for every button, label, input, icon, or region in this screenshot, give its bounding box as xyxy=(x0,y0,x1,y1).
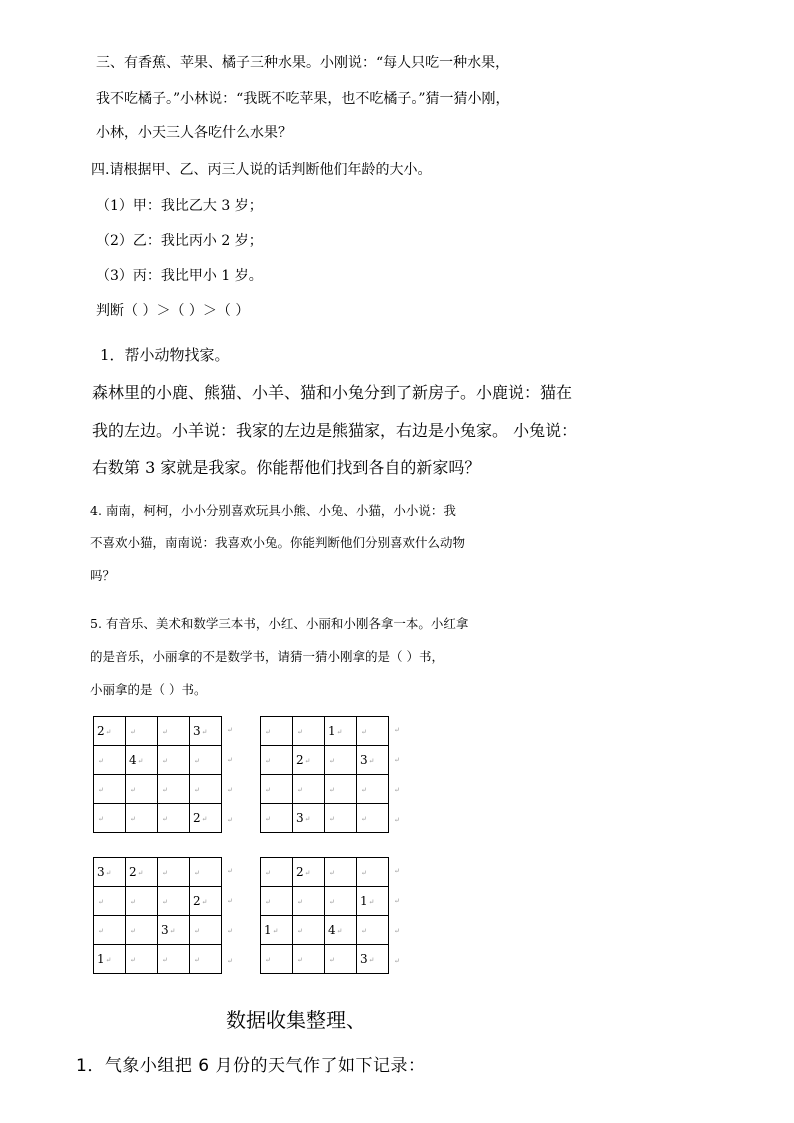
grid-cell xyxy=(190,717,222,746)
paragraph-mark-icon: ↵ xyxy=(194,955,200,964)
grid-cell-value: 1 xyxy=(264,923,272,937)
paragraph-mark-icon: ↵ xyxy=(137,756,144,765)
grid-cell xyxy=(126,775,158,804)
grid-cell xyxy=(261,717,293,746)
grid-cell xyxy=(293,804,325,833)
grid-row xyxy=(261,916,389,945)
q5-line1: 5. 有音乐、美术和数学三本书，小红、小丽和小刚各拿一本。小红拿 xyxy=(90,616,469,631)
paragraph-mark-icon: ↵ xyxy=(329,814,335,823)
row-end-mark-icon: ↵ xyxy=(227,867,233,875)
grid-cell xyxy=(126,804,158,833)
grid-row xyxy=(261,887,389,916)
row-end-mark-icon: ↵ xyxy=(394,756,400,764)
q4-line1: 4. 南南，柯柯，小小分别喜欢玩具小熊、小兔、小猫，小小说：我 xyxy=(90,503,456,518)
p4-line5: 判断（ ）＞（ ）＞（ ） xyxy=(96,303,250,319)
grid-cell xyxy=(261,858,293,887)
row-end-mark-icon: ↵ xyxy=(227,897,233,905)
grid-cell xyxy=(325,746,357,775)
paragraph-mark-icon: ↵ xyxy=(105,868,112,877)
sudoku-grid-4 xyxy=(260,857,389,974)
grid-cell-value: 3 xyxy=(360,952,368,966)
row-end-mark-icon: ↵ xyxy=(394,816,400,824)
grid-cell-value: 2 xyxy=(97,724,105,738)
grid-cell xyxy=(190,746,222,775)
grid-cell xyxy=(94,945,126,974)
grid-row xyxy=(94,945,222,974)
sudoku-grid-3 xyxy=(93,857,222,974)
animals-line4: 右数第 3 家就是我家。你能帮他们找到各自的新家吗？ xyxy=(92,458,481,477)
grid-cell xyxy=(261,887,293,916)
paragraph-mark-icon: ↵ xyxy=(329,785,335,794)
grid-row xyxy=(94,858,222,887)
paragraph-mark-icon: ↵ xyxy=(98,926,104,935)
grid-cell xyxy=(126,945,158,974)
grid-cell xyxy=(293,717,325,746)
row-end-mark-icon: ↵ xyxy=(394,897,400,905)
grid-cell xyxy=(158,887,190,916)
section-title: 数据收集整理、 xyxy=(226,1008,366,1032)
paragraph-mark-icon: ↵ xyxy=(361,814,367,823)
grid-cell xyxy=(357,804,389,833)
animals-line1: 1．帮小动物找家。 xyxy=(100,346,230,364)
paragraph-mark-icon: ↵ xyxy=(361,868,367,877)
grid-row xyxy=(261,945,389,974)
paragraph-mark-icon: ↵ xyxy=(368,756,375,765)
paragraph-mark-icon: ↵ xyxy=(194,785,200,794)
grid-cell xyxy=(190,775,222,804)
paragraph-mark-icon: ↵ xyxy=(98,756,104,765)
paragraph-mark-icon: ↵ xyxy=(105,955,112,964)
paragraph-mark-icon: ↵ xyxy=(194,926,200,935)
paragraph-mark-icon: ↵ xyxy=(304,868,311,877)
paragraph-mark-icon: ↵ xyxy=(137,868,144,877)
paragraph-mark-icon: ↵ xyxy=(272,926,279,935)
grid-cell xyxy=(94,916,126,945)
paragraph-mark-icon: ↵ xyxy=(361,785,367,794)
p4-line3: （2）乙：我比丙小 2 岁； xyxy=(96,233,263,249)
paragraph-mark-icon: ↵ xyxy=(130,814,136,823)
grid-cell xyxy=(325,804,357,833)
animals-line3: 我的左边。小羊说：我家的左边是熊猫家，右边是小兔家。 小兔说： xyxy=(92,421,578,440)
sudoku-grid-1 xyxy=(93,716,222,833)
row-end-mark-icon: ↵ xyxy=(394,867,400,875)
grid-cell xyxy=(158,804,190,833)
paragraph-mark-icon: ↵ xyxy=(162,955,168,964)
paragraph-mark-icon: ↵ xyxy=(162,727,168,736)
paragraph-mark-icon: ↵ xyxy=(297,897,303,906)
paragraph-mark-icon: ↵ xyxy=(130,897,136,906)
p4-line1: 四.请根据甲、乙、丙三人说的话判断他们年龄的大小。 xyxy=(91,162,432,178)
paragraph-mark-icon: ↵ xyxy=(265,756,271,765)
grid-cell-value: 3 xyxy=(97,865,105,879)
grid-cell xyxy=(190,945,222,974)
paragraph-mark-icon: ↵ xyxy=(130,727,136,736)
p4-line4: （3）丙：我比甲小 1 岁。 xyxy=(96,268,263,284)
grid-cell xyxy=(158,916,190,945)
grid-cell xyxy=(293,887,325,916)
grid-cell xyxy=(325,717,357,746)
grid-cell xyxy=(94,804,126,833)
paragraph-mark-icon: ↵ xyxy=(265,814,271,823)
grid-row xyxy=(94,887,222,916)
grid-cell xyxy=(126,858,158,887)
grid-cell-value: 3 xyxy=(161,923,169,937)
grid-row xyxy=(94,916,222,945)
paragraph-mark-icon: ↵ xyxy=(336,926,343,935)
grid-cell xyxy=(94,887,126,916)
row-end-mark-icon: ↵ xyxy=(227,957,233,965)
row-end-mark-icon: ↵ xyxy=(394,786,400,794)
grid-row xyxy=(94,804,222,833)
grid-row xyxy=(94,746,222,775)
grid-cell xyxy=(293,858,325,887)
grid-cell xyxy=(325,945,357,974)
grid-cell xyxy=(158,858,190,887)
grid-cell xyxy=(126,887,158,916)
grid-cell xyxy=(190,887,222,916)
paragraph-mark-icon: ↵ xyxy=(304,814,311,823)
animals-line2: 森林里的小鹿、熊猫、小羊、猫和小兔分到了新房子。小鹿说：猫在 xyxy=(92,383,573,402)
row-end-mark-icon: ↵ xyxy=(394,957,400,965)
grid-cell xyxy=(357,746,389,775)
grid-cell xyxy=(325,858,357,887)
row-end-mark-icon: ↵ xyxy=(227,786,233,794)
paragraph-mark-icon: ↵ xyxy=(304,756,311,765)
q4-line3: 吗？ xyxy=(90,568,116,583)
paragraph-mark-icon: ↵ xyxy=(130,785,136,794)
grid-cell xyxy=(357,775,389,804)
paragraph-mark-icon: ↵ xyxy=(368,897,375,906)
paragraph-mark-icon: ↵ xyxy=(201,814,208,823)
grid-cell-value: 1 xyxy=(328,724,336,738)
grid-cell xyxy=(293,916,325,945)
grid-cell xyxy=(126,717,158,746)
paragraph-mark-icon: ↵ xyxy=(329,897,335,906)
paragraph-mark-icon: ↵ xyxy=(162,785,168,794)
paragraph-mark-icon: ↵ xyxy=(201,727,208,736)
grid-cell xyxy=(261,746,293,775)
grid-cell-value: 3 xyxy=(296,811,304,825)
p3-line3: 小林，小天三人各吃什么水果？ xyxy=(96,125,292,141)
p3-line1: 三、有香蕉、苹果、橘子三种水果。小刚说：“每人只吃一种水果， xyxy=(96,55,510,71)
q5-line2: 的是音乐，小丽拿的不是数学书，请猜一猜小刚拿的是（ ）书， xyxy=(90,649,444,664)
grid-cell-value: 4 xyxy=(328,923,336,937)
grid-cell xyxy=(261,775,293,804)
row-end-mark-icon: ↵ xyxy=(227,927,233,935)
paragraph-mark-icon: ↵ xyxy=(194,756,200,765)
paragraph-mark-icon: ↵ xyxy=(169,926,176,935)
grid-cell xyxy=(357,858,389,887)
grid-cell xyxy=(261,945,293,974)
grid-cell xyxy=(158,945,190,974)
grid-cell-value: 2 xyxy=(193,894,201,908)
grid-cell xyxy=(126,916,158,945)
paragraph-mark-icon: ↵ xyxy=(297,955,303,964)
grid-cell xyxy=(94,717,126,746)
p3-line2: 我不吃橘子。”小林说：“我既不吃苹果，也不吃橘子。”猜一猜小刚， xyxy=(96,91,510,107)
grid-cell-value: 2 xyxy=(193,811,201,825)
paragraph-mark-icon: ↵ xyxy=(98,897,104,906)
grid-row xyxy=(261,804,389,833)
paragraph-mark-icon: ↵ xyxy=(130,926,136,935)
p4-line2: （1）甲：我比乙大 3 岁； xyxy=(96,198,263,214)
grid-row xyxy=(94,717,222,746)
paragraph-mark-icon: ↵ xyxy=(297,785,303,794)
paragraph-mark-icon: ↵ xyxy=(162,756,168,765)
grid-cell-value: 3 xyxy=(193,724,201,738)
paragraph-mark-icon: ↵ xyxy=(329,955,335,964)
paragraph-mark-icon: ↵ xyxy=(265,955,271,964)
grid-row xyxy=(261,717,389,746)
paragraph-mark-icon: ↵ xyxy=(265,727,271,736)
paragraph-mark-icon: ↵ xyxy=(105,727,112,736)
q5-line3: 小丽拿的是（ ）书。 xyxy=(90,682,207,697)
grid-cell xyxy=(94,858,126,887)
grid-cell xyxy=(158,775,190,804)
paragraph-mark-icon: ↵ xyxy=(98,814,104,823)
data-question-1: 1．气象小组把 6 月份的天气作了如下记录： xyxy=(76,1056,426,1076)
grid-cell xyxy=(261,804,293,833)
grid-cell xyxy=(94,775,126,804)
paragraph-mark-icon: ↵ xyxy=(162,814,168,823)
grid-cell xyxy=(94,746,126,775)
paragraph-mark-icon: ↵ xyxy=(329,868,335,877)
grid-cell-value: 1 xyxy=(360,894,368,908)
paragraph-mark-icon: ↵ xyxy=(361,926,367,935)
grid-cell xyxy=(357,717,389,746)
paragraph-mark-icon: ↵ xyxy=(336,727,343,736)
paragraph-mark-icon: ↵ xyxy=(162,868,168,877)
grid-cell xyxy=(158,746,190,775)
grid-cell xyxy=(190,858,222,887)
grid-cell-value: 2 xyxy=(296,753,304,767)
paragraph-mark-icon: ↵ xyxy=(194,868,200,877)
grid-cell xyxy=(190,804,222,833)
paragraph-mark-icon: ↵ xyxy=(201,897,208,906)
grid-cell xyxy=(357,945,389,974)
sudoku-grid-2 xyxy=(260,716,389,833)
paragraph-mark-icon: ↵ xyxy=(368,955,375,964)
q4-line2: 不喜欢小猫，南南说：我喜欢小兔。你能判断他们分别喜欢什么动物 xyxy=(90,535,466,550)
grid-cell xyxy=(158,717,190,746)
paragraph-mark-icon: ↵ xyxy=(162,897,168,906)
row-end-mark-icon: ↵ xyxy=(227,726,233,734)
grid-cell xyxy=(325,887,357,916)
grid-cell xyxy=(357,916,389,945)
paragraph-mark-icon: ↵ xyxy=(297,727,303,736)
row-end-mark-icon: ↵ xyxy=(394,927,400,935)
paragraph-mark-icon: ↵ xyxy=(265,897,271,906)
row-end-mark-icon: ↵ xyxy=(227,816,233,824)
grid-cell xyxy=(126,746,158,775)
grid-cell xyxy=(293,746,325,775)
paragraph-mark-icon: ↵ xyxy=(361,727,367,736)
grid-cell-value: 3 xyxy=(360,753,368,767)
grid-cell xyxy=(325,775,357,804)
grid-cell xyxy=(293,775,325,804)
grid-cell xyxy=(261,916,293,945)
paragraph-mark-icon: ↵ xyxy=(98,785,104,794)
grid-cell xyxy=(190,916,222,945)
paragraph-mark-icon: ↵ xyxy=(265,868,271,877)
grid-cell xyxy=(325,916,357,945)
grid-cell-value: 2 xyxy=(296,865,304,879)
grid-cell xyxy=(293,945,325,974)
row-end-mark-icon: ↵ xyxy=(394,726,400,734)
grid-row xyxy=(94,775,222,804)
paragraph-mark-icon: ↵ xyxy=(265,785,271,794)
grid-cell-value: 4 xyxy=(129,753,137,767)
grid-cell-value: 2 xyxy=(129,865,137,879)
grid-row xyxy=(261,746,389,775)
paragraph-mark-icon: ↵ xyxy=(130,955,136,964)
grid-row xyxy=(261,858,389,887)
grid-row xyxy=(261,775,389,804)
paragraph-mark-icon: ↵ xyxy=(297,926,303,935)
grid-cell-value: 1 xyxy=(97,952,105,966)
grid-cell xyxy=(357,887,389,916)
row-end-mark-icon: ↵ xyxy=(227,756,233,764)
paragraph-mark-icon: ↵ xyxy=(329,756,335,765)
